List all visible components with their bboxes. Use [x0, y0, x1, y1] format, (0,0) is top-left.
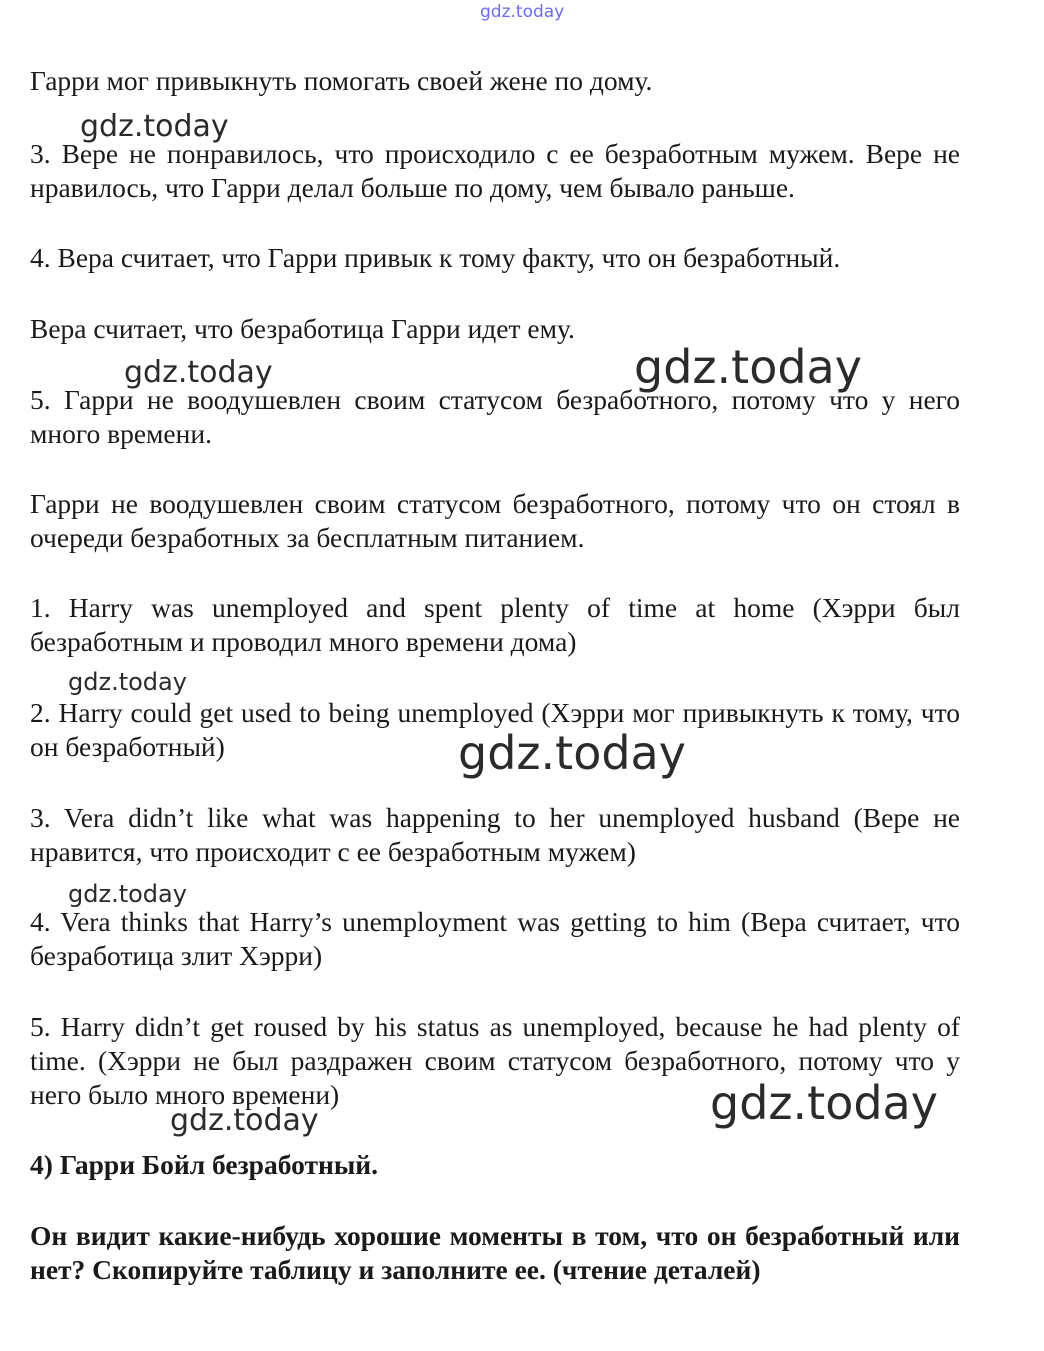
watermark: gdz.today [80, 109, 229, 144]
paragraph: 1. Harry was unemployed and spent plenty of time at home (Хэрри был безработным и проводил много времени дома) [30, 592, 960, 657]
paragraph: Вера считает, что безработица Гарри идет ему. [30, 313, 575, 344]
paragraph: 3. Вере не понравилось, что происходило с ее безработным мужем. Вере не нравилось, что Гарри делал больше по дому, чем бывало раньше. [30, 138, 960, 203]
watermark: gdz.today [124, 355, 273, 390]
watermark: gdz.today [68, 880, 187, 908]
watermark: gdz.today [634, 340, 862, 394]
paragraph: 4. Вера считает, что Гарри привык к тому факту, что он безработный. [30, 242, 841, 273]
paragraph: Гарри не воодушевлен своим статусом безработного, потому что он стоял в очереди безработных за бесплатным питанием. [30, 488, 960, 553]
section-heading: 4) Гарри Бойл безработный. [30, 1149, 379, 1180]
paragraph: 4. Vera thinks that Harry’s unemployment was getting to him (Вера считает, что безработица злит Хэрри) [30, 906, 960, 971]
paragraph: 2. Harry could get used to being unemployed (Хэрри мог привыкнуть к тому, что он безработный) [30, 697, 960, 762]
watermark: gdz.today [170, 1103, 319, 1138]
paragraph: 5. Гарри не воодушевлен своим статусом безработного, потому что у него много времени. [30, 384, 960, 449]
watermark: gdz.today [458, 726, 686, 780]
paragraph: 3. Vera didn’t like what was happening to her unemployed husband (Вере не нравится, что происходит с ее безработным мужем) [30, 802, 960, 867]
watermark: gdz.today [68, 668, 187, 696]
paragraph: Гарри мог привыкнуть помогать своей жене по дому. [30, 65, 653, 96]
watermark-top: gdz.today [480, 2, 565, 22]
task-instruction: Он видит какие-нибудь хорошие моменты в том, что он безработный или нет? Скопируйте таблицу и заполните ее. (чтение деталей) [30, 1220, 960, 1285]
paragraph: 5. Harry didn’t get roused by his status as unemployed, because he had plenty of time. (Хэрри не был раздражен своим статусом безработного, потому что у него было много времени) [30, 1011, 960, 1110]
watermark: gdz.today [710, 1076, 938, 1130]
